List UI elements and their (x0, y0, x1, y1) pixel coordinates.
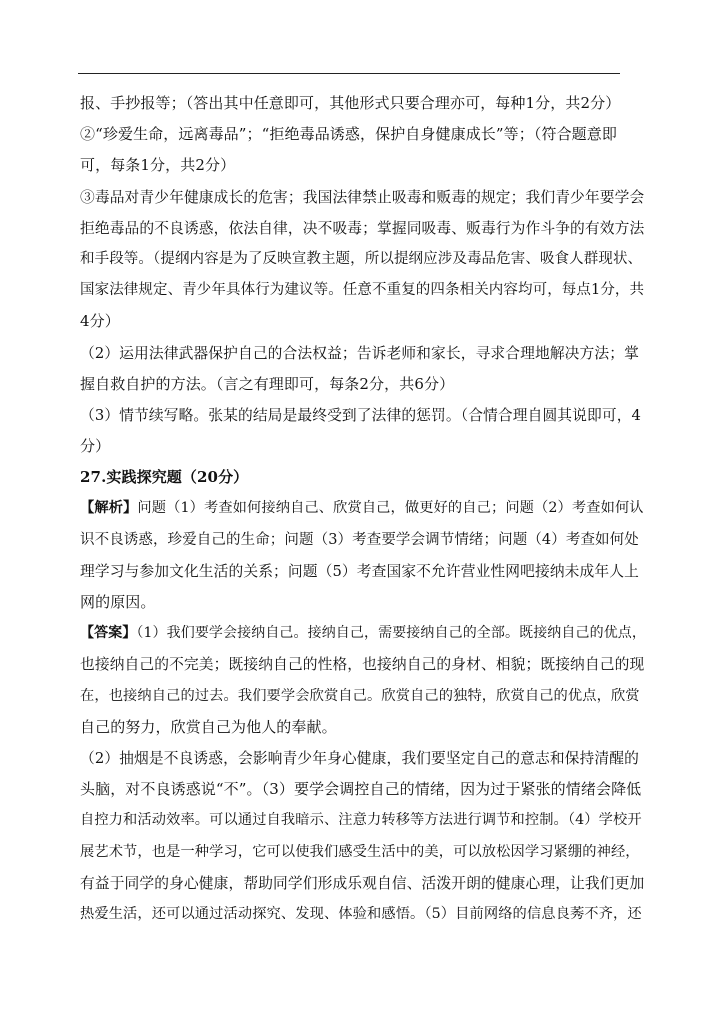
text-line: 4分） (80, 312, 120, 331)
text-line: 和手段等。（提纲内容是为了反映宣教主题，所以提纲应涉及毒品危害、吸食人群现状、 (80, 250, 643, 267)
text-line: ②“珍爱生命，远离毒品”；“拒绝毒品诱惑，保护自身健康成长”等；（符合题意即 (80, 125, 617, 144)
answer-line: 展艺术节，也是一种学习，它可以使我们感受生活中的美，可以放松因学习紧绷的神经， (80, 843, 640, 860)
answer-tag: 【答案】 (80, 625, 137, 642)
analysis-line (80, 493, 646, 524)
answer-line: 也接纳自己的不完美；既接纳自己的性格，也接纳自己的身材、相貌；既接纳自己的现 (80, 656, 645, 674)
document-body (80, 88, 646, 930)
question-27-heading: 27.实践探究题（20分） (80, 468, 249, 487)
text-line: （3）情节续写略。张某的结局是最终受到了法律的惩罚。（合情合理自圆其说即可，4 (80, 406, 642, 424)
text-line: 可，每条1分，共2分） (80, 156, 236, 175)
text-line: 国家法律规定、青少年具体行为建议等。任意不重复的四条相关内容均可，每点1分，共 (80, 282, 645, 299)
text-line: （2）运用法律武器保护自己的合法权益；告诉老师和家长，寻求合理地解决方法；掌 (80, 344, 639, 362)
text-line: 报、手抄报等；（答出其中任意即可，其他形式只要合理亦可，每种1分，共2分） (80, 94, 621, 112)
answer-line (80, 618, 646, 649)
text-line: ③毒品对青少年健康成长的危害；我国法律禁止吸毒和贩毒的规定；我们青少年要学会 (80, 188, 645, 206)
answer-line: 有益于同学的身心健康，帮助同学们形成乐观自信、活泼开朗的健康心理，让我们更加 (80, 874, 645, 892)
answer-line: 热爱生活，还可以通过活动探究、发现、体验和感悟。（5）目前网络的信息良莠不齐，还 (80, 905, 642, 922)
text-line: 握自救自护的方法。（言之有理即可，每条2分，共6分） (80, 374, 455, 393)
analysis-line: 识不良诱惑，珍爱自己的生命；问题（3）考查要学会调节情绪；问题（4）考查如何处 (80, 531, 639, 548)
answer-line: 在，也接纳自己的过去。我们要学会欣赏自己。欣赏自己的独特，欣赏自己的优点，欣赏 (80, 687, 640, 704)
analysis-line: 理学习与参加文化生活的关系；问题（5）考查国家不允许营业性网吧接纳未成年人上 (80, 562, 639, 580)
analysis-line: 网的原因。 (80, 593, 156, 611)
header-rule (78, 73, 620, 74)
answer-text: （1）我们要学会接纳自己。接纳自己，需要接纳自己的全部。既接纳自己的优点， (136, 625, 647, 642)
text-line: 拒绝毒品的不良诱惑，依法自律，决不吸毒；掌握同吸毒、贩毒行为作斗争的有效方法 (80, 219, 645, 237)
answer-line: 自控力和活动效率。可以通过自我暗示、注意力转移等方法进行调节和控制。（4）学校开 (80, 812, 642, 829)
analysis-tag: 【解析】 (80, 500, 138, 517)
text-line: 分） (80, 437, 111, 456)
answer-line: 头脑，对不良诱惑说“不”。（3）要学会调控自己的情绪，因为过于紧张的情绪会降低 (80, 780, 642, 799)
answer-line: 自己的努力，欣赏自己为他人的奉献。 (80, 717, 337, 736)
answer-line: （2）抽烟是不良诱惑，会影响青少年身心健康，我们要坚定自己的意志和保持清醒的 (80, 749, 639, 767)
analysis-text: 问题（1）考查如何接纳自己、欣赏自己，做更好的自己；问题（2）考查如何认 (137, 500, 644, 517)
